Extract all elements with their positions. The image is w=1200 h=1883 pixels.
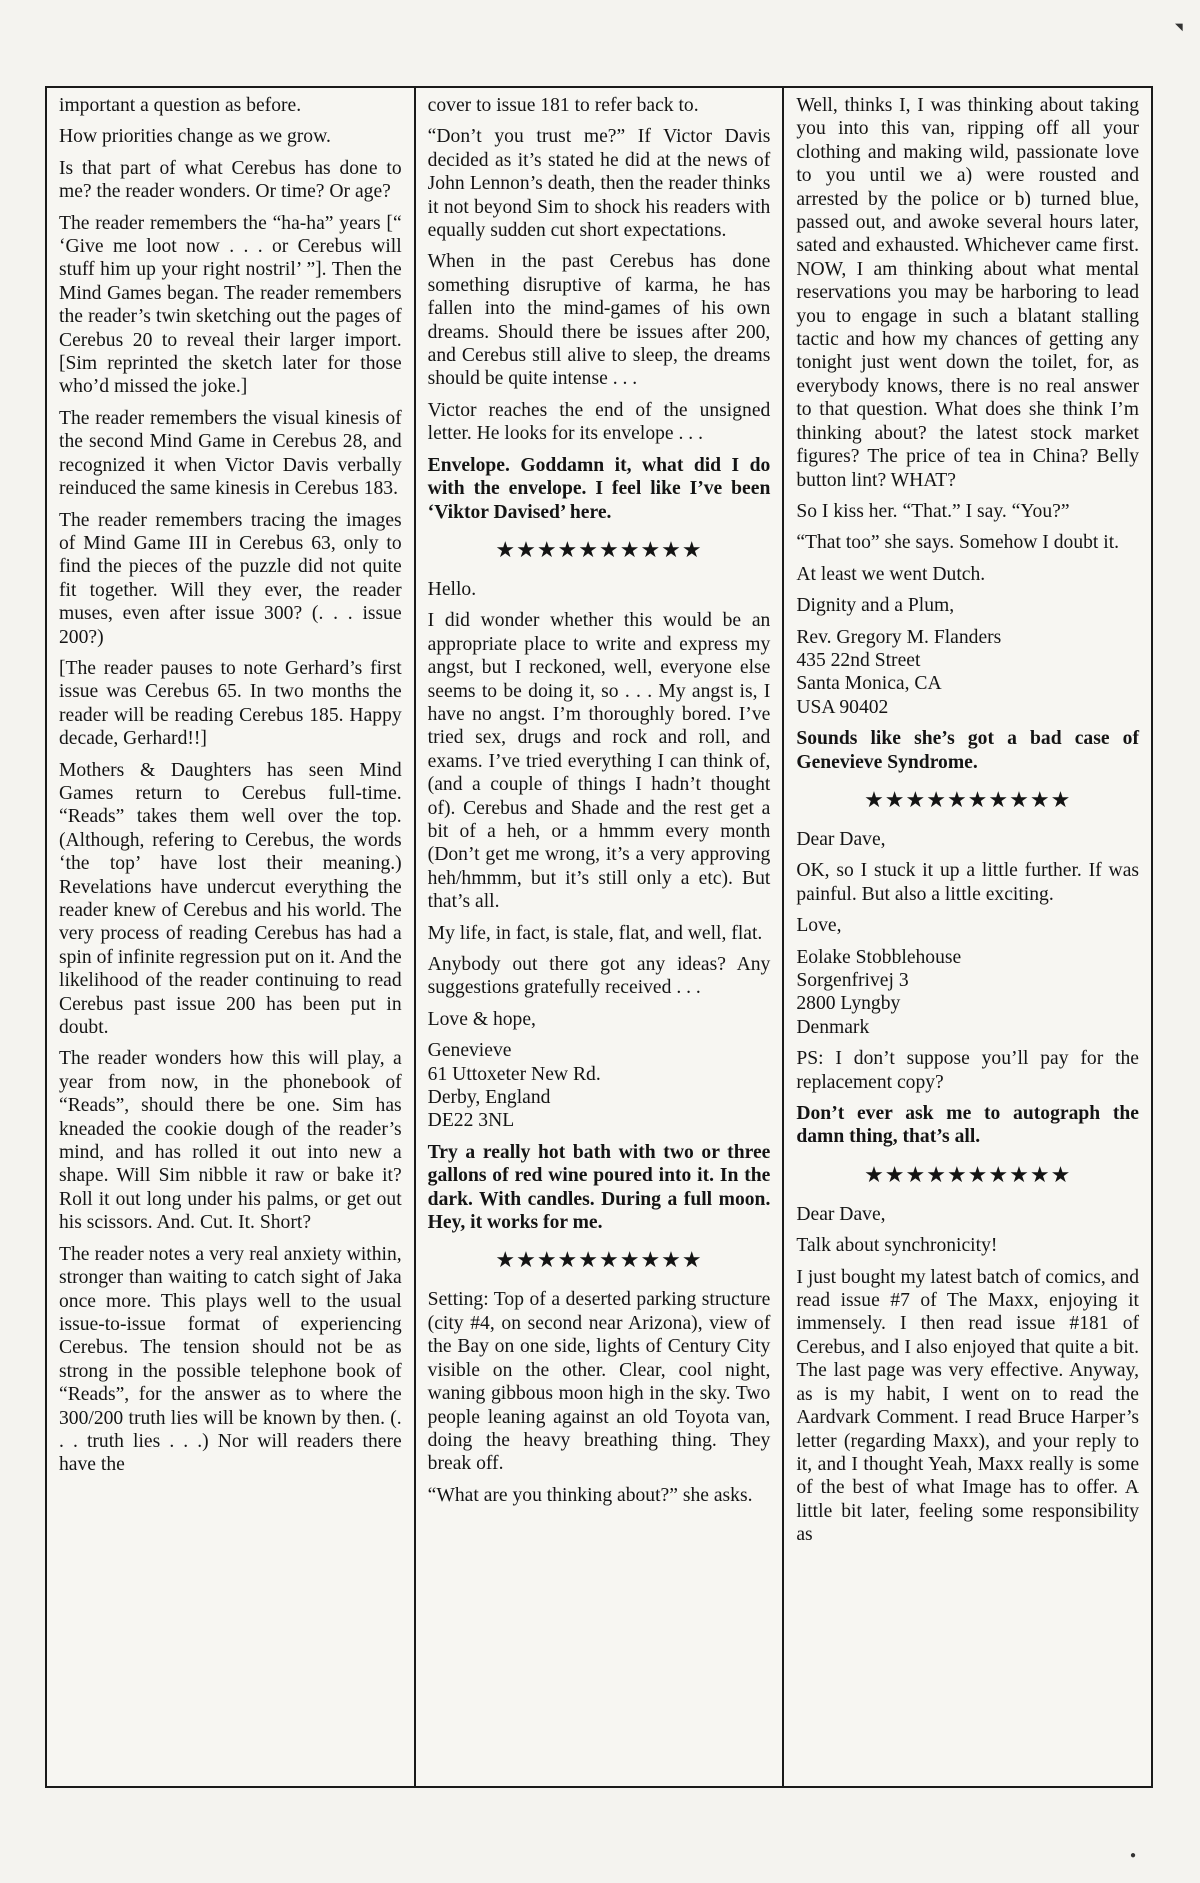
letter-paragraph: OK, so I stuck it up a little further. If was painful. But also a little exciting. [796, 860, 1140, 905]
letter-paragraph: Love, [796, 915, 842, 937]
letter-paragraph: Victor reaches the end of the unsigned letter. He looks for its envelope . . . [427, 399, 771, 445]
letter-paragraph: My life, in fact, is stale, flat, and well, flat. [427, 922, 763, 944]
letter-paragraph: How priorities change as we grow. [59, 126, 331, 148]
scan-speck: ◥ [1175, 22, 1183, 33]
letter-paragraph: Well, thinks I, I was thinking about taking you into this van, ripping off all your clothing and making wild, passionate love to you until we a) were rousted and arrested by the police or b) turned blue, passed out, and awoke several hours later, sated and exhausted. Whichever came first. NOW, I am thinking about what mental reservations you may be harboring to lead you to engage in such a blatant stalling tactic and how my chances of getting any tonight just went down the toilet, for, as everybody knows, there is no real answer to that question. What does she think I’m thinking about? the latest stock market figures? The price of tea in China? Belly button lint? WHAT? [796, 95, 1140, 491]
address-line: Sorgenfrivej 3 [796, 970, 909, 991]
column-2 [414, 88, 783, 1786]
letter-paragraph: The reader remembers the “ha-ha” years [“ ‘Give me loot now . . . or Cerebus will stuff him up your right nostril’ ”]. Then the Mind Games began. The reader remembers the reader’s twin sketching out the pages of Cerebus 20 to reveal their larger import. [Sim reprinted the sketch later for those who’d missed the joke.] [59, 212, 402, 398]
letter-paragraph: Talk about synchronicity! [796, 1235, 998, 1257]
letter-paragraph: Anybody out there got any ideas? Any suggestions gratefully received . . . [427, 954, 771, 999]
signature-address [428, 1039, 771, 1133]
signature-address [796, 626, 1139, 720]
scan-speck: ● [1130, 1850, 1137, 1861]
address-line: Eolake Stobblehouse [796, 946, 962, 968]
address-line: 435 22nd Street [796, 649, 921, 671]
editor-reply: Sounds like she’s got a bad case of Genevieve Syndrome. [796, 728, 1140, 773]
letter-paragraph: I just bought my latest batch of comics, and read issue #7 of The Maxx, enjoying it immensely. I then read issue #181 of Cerebus, and I also enjoyed that quite a bit. The last page was very effective. Anyway, as is my habit, I went on to read the Aardvark Comment. I read Bruce Harper’s letter (regarding Maxx), and your reply to it, and I thought Yeah, Maxx really is some of the best of what Image has to offer. A little bit later, feeling some responsibility as [796, 1266, 1140, 1546]
editor-reply: Try a really hot bath with two or three gallons of red wine poured into it. In the dark. With candles. During a full moon. Hey, it works for me. [427, 1141, 771, 1234]
letter-paragraph: Love & hope, [427, 1008, 536, 1030]
letter-paragraph: Dear Dave, [796, 1203, 886, 1225]
letter-paragraph: The reader remembers tracing the images of Mind Game III in Cerebus 63, only to find the pieces of the puzzle did not quite fit together. Will they ever, the reader muses, even after issue 300? (. . . issue 200?) [59, 509, 402, 648]
address-line: Rev. Gregory M. Flanders [796, 626, 1002, 648]
letter-paragraph: The reader notes a very real anxiety within, stronger than waiting to catch sight of Jaka once more. This plays well to the usual issue-to-issue format of experiencing Cerebus. The tension should not be as strong in the possible telephone book of “Reads”, for the answer as to where the 300/200 truth lies will be known by then. (. . . truth lies . . .) Nor will readers there have the [59, 1243, 402, 1476]
star-divider: ★★★★★★★★★★ [495, 536, 703, 562]
letter-paragraph: Setting: Top of a deserted parking structure (city #4, on second near Arizona), view of the Bay on one side, lights of Century City visible on the other. Clear, cool night, waning gibbous moon high in the sky. Two people leaning against an old Toyota van, doing the heavy breathing thing. They break off. [427, 1289, 771, 1475]
letter-paragraph: So I kiss her. “That.” I say. “You?” [796, 500, 1070, 522]
address-line: 61 Uttoxeter New Rd. [427, 1063, 601, 1085]
letter-paragraph: cover to issue 181 to refer back to. [427, 95, 699, 116]
letter-paragraph: Is that part of what Cerebus has done to me? the reader wonders. Or time? Or age? [59, 157, 402, 203]
letter-paragraph: “Don’t you trust me?” If Victor Davis decided as it’s stated he did at the news of John Lennon’s death, then the reader thinks it not beyond Sim to shock his readers with equally sudden cut short expectations. [427, 126, 771, 242]
address-line: USA 90402 [796, 696, 889, 718]
editor-reply: Don’t ever ask me to autograph the damn thing, that’s all. [796, 1103, 1140, 1148]
star-divider: ★★★★★★★★★★ [495, 1247, 703, 1273]
letter-paragraph: important a question as before. [59, 95, 302, 116]
column-3 [782, 88, 1151, 1786]
letter-paragraph: Dear Dave, [796, 828, 886, 850]
address-line: Genevieve [427, 1040, 512, 1062]
signature-address [796, 946, 1139, 1040]
letter-paragraph: [The reader pauses to note Gerhard’s first issue was Cerebus 65. In two months the reader will be reading Cerebus 185. Happy decade, Gerhard!!] [59, 657, 402, 750]
letter-paragraph: When in the past Cerebus has done something disruptive of karma, he has fallen into the mind-games of his own dreams. Should there be issues after 200, and Cerebus still alive to sleep, the dreams should be quite intense . . . [427, 251, 771, 390]
letter-paragraph: The reader remembers the visual kinesis of the second Mind Game in Cerebus 28, and recognized it when Victor Davis verbally reinduced the same kinesis in Cerebus 183. [59, 407, 402, 500]
address-line: 2800 Lyngby [796, 993, 901, 1015]
address-line: DE22 3NL [427, 1110, 515, 1132]
letter-paragraph: I did wonder whether this would be an appropriate place to write and express my angst, but I reckoned, well, everyone else seems to be doing it, so . . . My angst is, I have no angst. I’m thoroughly bored. I’ve tried sex, drugs and rock and roll, and exams. I’ve tried everything I can think of, (and a couple of things I hadn’t thought of). Cerebus and Shade and the rest get a bit of a heh, or a hmmm every month (Don’t get me wrong, it’s a very approving heh/hmmm, but it’s still only a etc). But that’s all. [427, 610, 771, 913]
address-line: Denmark [796, 1016, 870, 1038]
star-divider: ★★★★★★★★★★ [864, 786, 1072, 812]
letter-paragraph: The reader wonders how this will play, a year from now, in the phonebook of “Reads”, should there be one. Sim has kneaded the cookie dough of the reader’s mind, and has rolled it out into new a shape. Will Sim nibble it raw or bake it? Roll it out long under his palms, or get out his scissors. And. Cut. It. Short? [59, 1048, 402, 1234]
letter-paragraph: Mothers & Daughters has seen Mind Games return to Cerebus full-time. “Reads” takes them well over the top. (Although, refering to Cerebus, the words ‘the top’ have lost their meaning.) Revelations have undercut everything the reader knew of Cerebus and his world. The very process of reading Cerebus has had a spin of infinite regression put on it. And the likelihood of the reader continuing to read Cerebus past issue 200 has been put in doubt. [59, 759, 402, 1039]
letter-paragraph: At least we went Dutch. [796, 563, 986, 585]
letter-paragraph: Hello. [427, 578, 477, 600]
letter-paragraph: “That too” she says. Somehow I doubt it. [796, 532, 1120, 554]
letters-page-frame [45, 86, 1153, 1788]
address-line: Derby, England [427, 1087, 551, 1109]
letter-paragraph: Dignity and a Plum, [796, 595, 955, 617]
letter-paragraph: PS: I don’t suppose you’ll pay for the replacement copy? [796, 1048, 1140, 1093]
editor-reply: Envelope. Goddamn it, what did I do with the envelope. I feel like I’ve been ‘Viktor Davised’ here. [427, 454, 771, 523]
star-divider: ★★★★★★★★★★ [864, 1161, 1072, 1187]
address-line: Santa Monica, CA [796, 673, 942, 695]
column-1 [47, 88, 414, 1786]
letter-paragraph: “What are you thinking about?” she asks. [427, 1484, 753, 1506]
